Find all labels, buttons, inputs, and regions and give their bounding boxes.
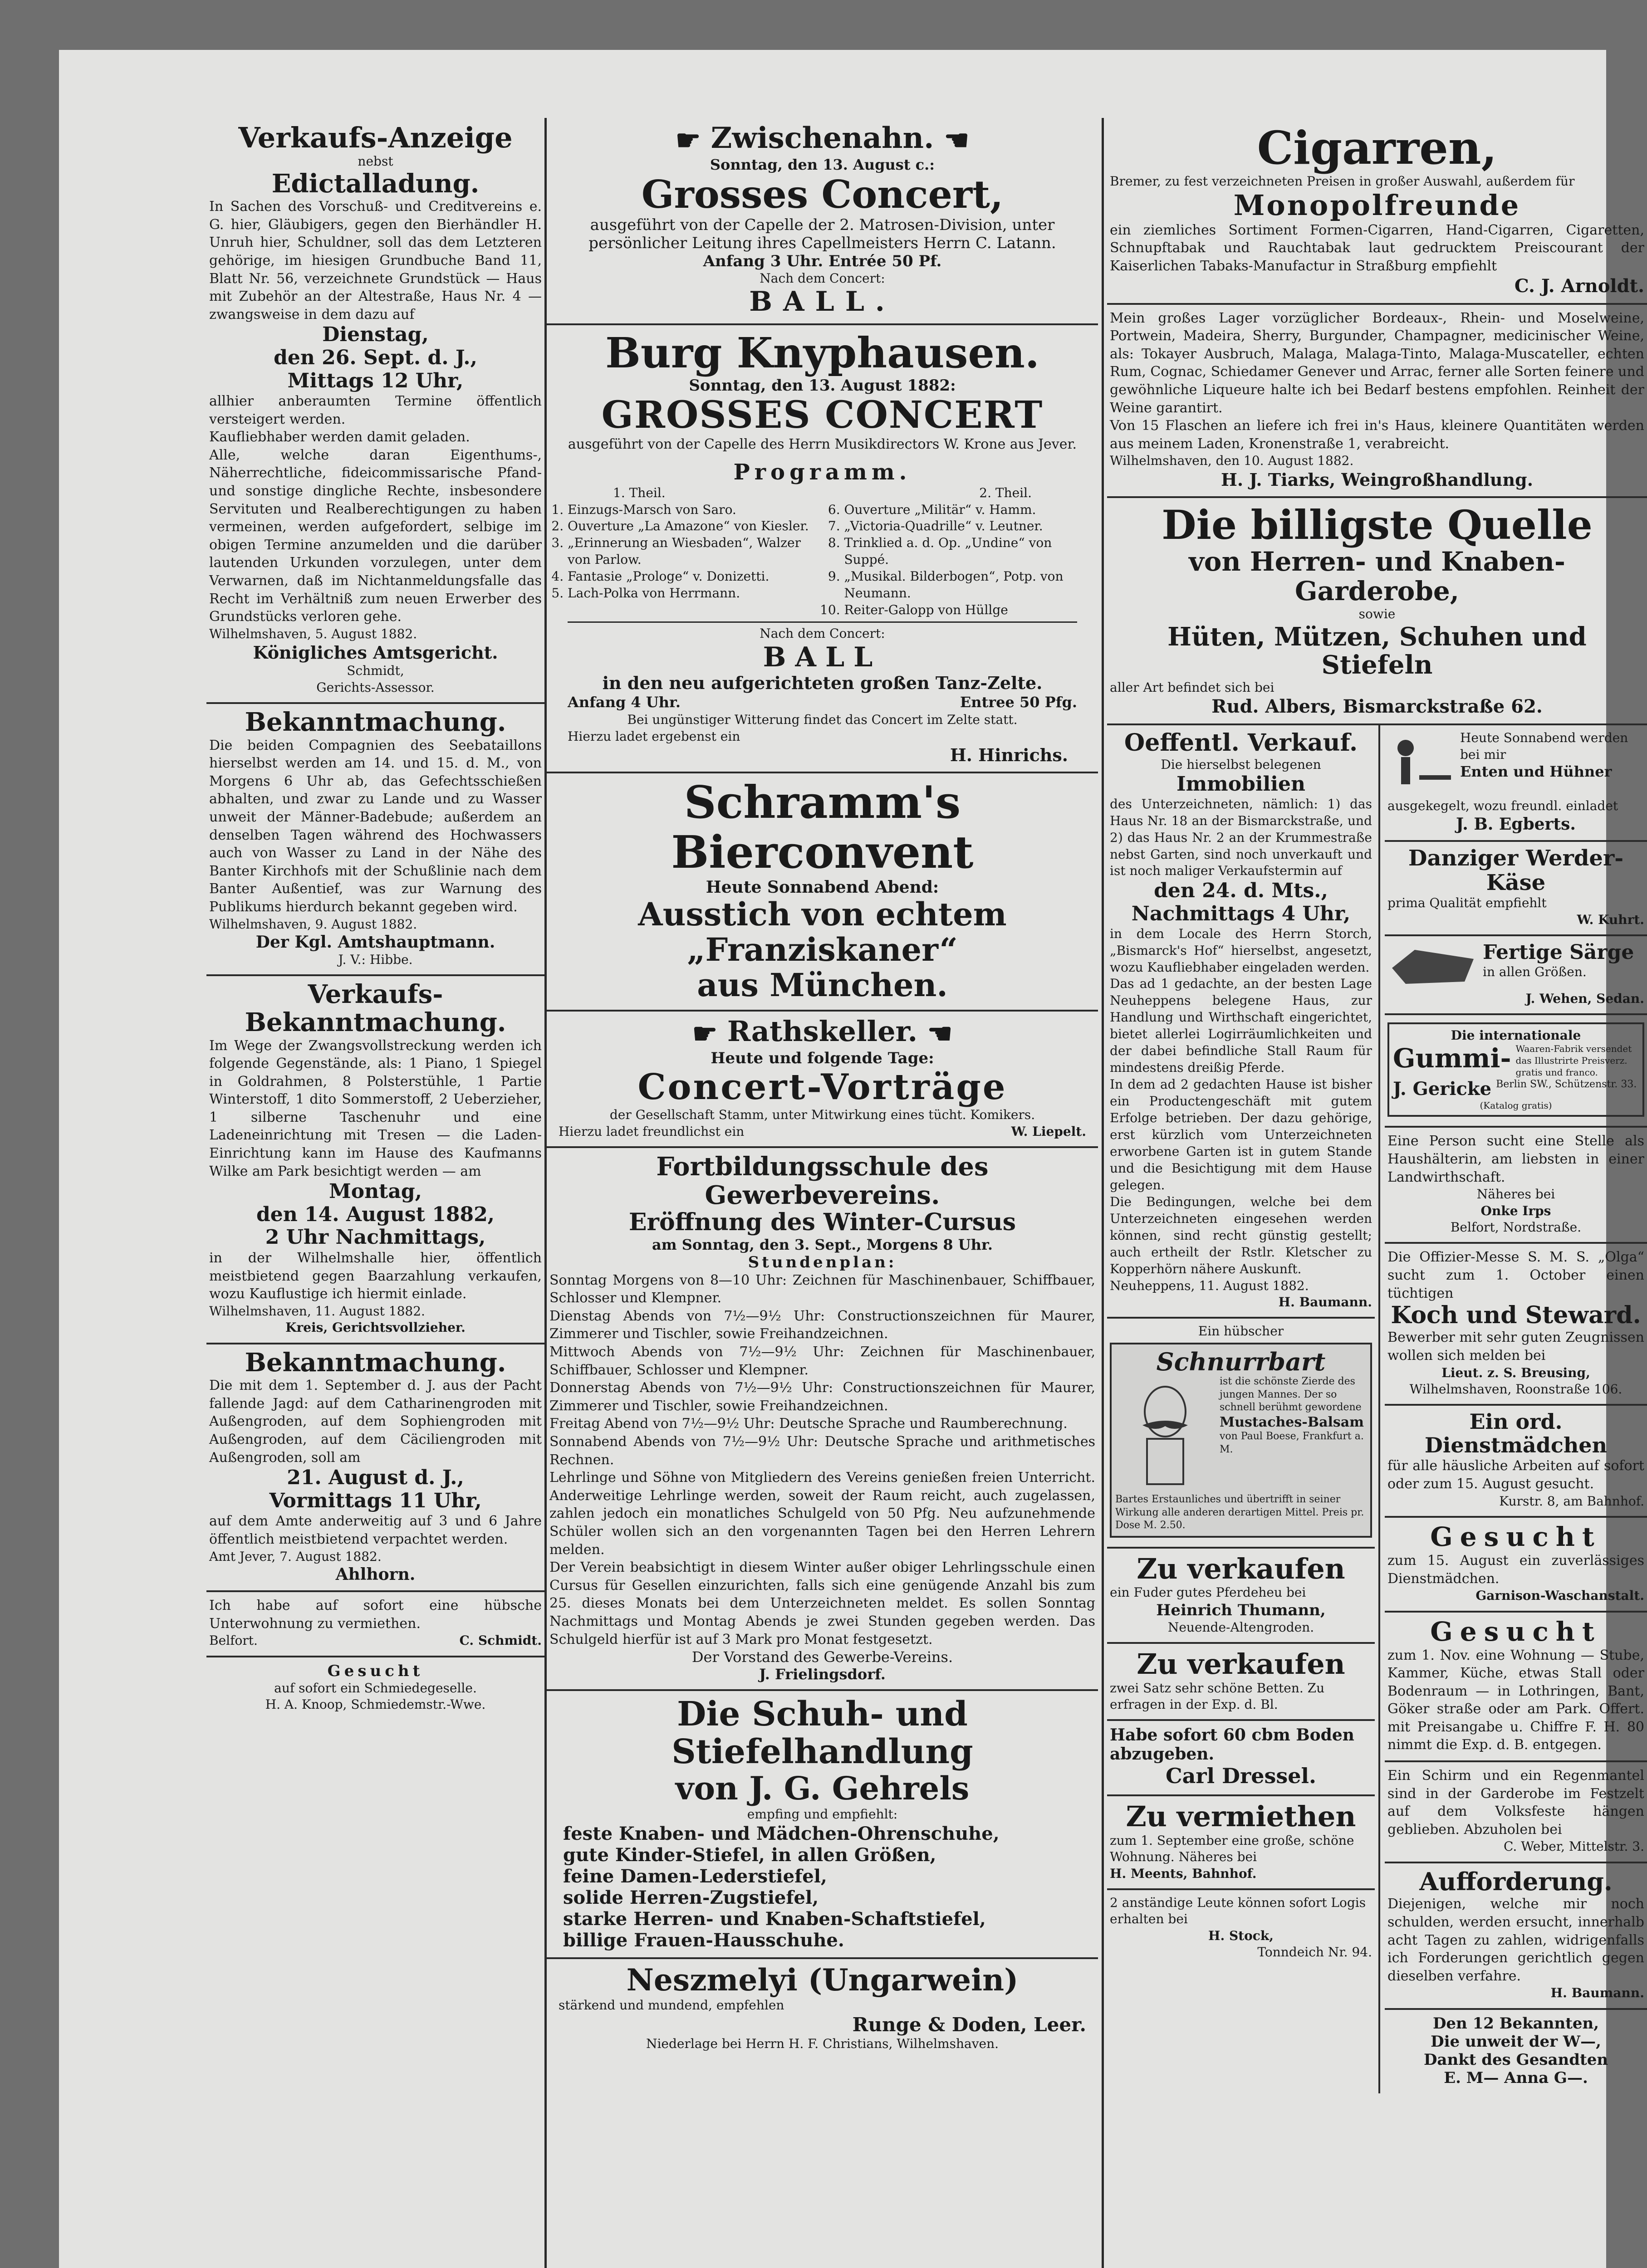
ad-dienstmaedchen xyxy=(1385,1406,1647,1518)
text: ausgeführt von der Capelle der 2. Matrosen-Division, unter persönlicher Leitung ihres Capellmeisters Herrn C. Latann. xyxy=(588,215,1056,252)
text: Die beiden Compagnien des Seebataillons hierselbst werden am 14. und 15. d. M., von Morgens 6 Uhr ab, das Gefechtsschießen abhalten, und zwar zu Lande und zu Wasser unweit der Männer-Badebude; außerdem an denselben Tagen während des Hochwassers auch von Wasser zu Land in der Nähe des Banter Kirchhofs mit der Schußlinie nach dem Banter Außentief, was zur Warnung des Publikums hierdurch bekannt gegeben wird. xyxy=(209,737,542,915)
signature: Gerichts-Assessor. xyxy=(316,679,435,695)
pointing-hand-icon: ☚ xyxy=(927,1017,953,1050)
program-item: 3. „Erinnerung an Wiesbaden“, Walzer von Parlow. xyxy=(568,535,819,568)
pointing-hand-icon: ☛ xyxy=(692,1017,718,1050)
signature: H. Baumann. xyxy=(1550,1985,1644,2001)
text: Hierzu ladet freundlichst ein xyxy=(559,1124,745,1139)
place-date: Neuheppens, 11. August 1882. xyxy=(1110,1278,1309,1293)
text: zum 1. Nov. eine Wohnung — Stube, Kammer, Küche, etwas Stall oder Bodenraum — in Lothringen, Bant, Göker straße oder am Park. Offert. mit Preisangabe u. Chiffre F. H. 80 nimmt die Exp. d. B. entgegen. xyxy=(1387,1647,1644,1753)
heading: Fertige Särge xyxy=(1483,941,1634,964)
text: auf sofort ein Schmiedegeselle. xyxy=(274,1680,477,1696)
product-item: billige Frauen-Hausschuhe. xyxy=(563,1929,844,1951)
ad-schramms-bierconvent xyxy=(547,773,1098,1012)
text: Alle, welche daran Eigenthums-, Näherrechtliche, fideicommissarische Pfand- und sonstige dingliche Rechte, insbesondere Servituten und Realberechtigungen zu haben vermeinen, werden aufgefordert, selbige im obigen Termine anzumelden und die darüber lautenden Urkunden vorzulegen, unter dem Verwarnen, daß im Nichtanmeldungsfalle das Recht im Verhältniß zum neuen Erwerber des Grundstücks verloren gehe. xyxy=(209,447,542,625)
signature: H. A. Knoop, Schmiedemstr.-Wwe. xyxy=(265,1696,486,1712)
heading: Zu verkaufen xyxy=(1137,1552,1345,1586)
program-item: 7. „Victoria-Quadrille“ v. Leutner. xyxy=(844,518,1096,535)
text: E. M— Anna G—. xyxy=(1444,2068,1588,2087)
ad-werder-kaese xyxy=(1385,842,1647,936)
text: Die Bedingungen, welche bei dem Unterzeichneten eingesehen werden können, sind recht günstig gestellt; auch ertheilt der Rstlr. Kletscher zu Kopperhörn nähere Auskunft. xyxy=(1110,1194,1372,1276)
ad-gesucht-dienstmaedchen xyxy=(1385,1518,1647,1613)
text: Waaren-Fabrik versendet das Illustrirte Preisverz. gratis und franco. xyxy=(1515,1043,1632,1078)
signature: H. Meents, Bahnhof. xyxy=(1110,1866,1257,1881)
heading: Stundenplan: xyxy=(748,1253,897,1271)
heading: Bekanntmachung. xyxy=(245,707,506,737)
product-item: gute Kinder-Stiefel, in allen Größen, xyxy=(563,1844,936,1866)
text: ausgekegelt, wozu freundl. einladet xyxy=(1387,798,1618,814)
heading: Schnurrbart xyxy=(1156,1347,1326,1376)
text: in der Wilhelmshalle hier, öffentlich meistbietend gegen Baarzahlung verkaufen, wozu Kauflustige ich hiermit einlade. xyxy=(209,1250,542,1302)
date-line: Vormittags 11 Uhr, xyxy=(269,1489,482,1512)
bowling-illustration-icon xyxy=(1387,730,1456,798)
place: Belfort. xyxy=(209,1633,258,1648)
heading: Neszmelyi (Ungarwein) xyxy=(626,1962,1019,1998)
date-line: den 26. Sept. d. J., xyxy=(274,346,477,369)
ad-oeffentl-verkauf xyxy=(1107,725,1375,1319)
ad-enten-huehner xyxy=(1385,725,1647,841)
text: Niederlage bei Herrn H. F. Christians, Wilhelmshaven. xyxy=(646,2036,999,2051)
signature: Onke Irps xyxy=(1480,1203,1551,1218)
signature: Lieut. z. S. Breusing, xyxy=(1441,1365,1590,1380)
two-column-section xyxy=(1107,725,1647,2093)
text: nebst xyxy=(358,154,393,169)
ad-boden xyxy=(1107,1721,1375,1796)
text: Nach dem Concert: xyxy=(760,626,885,641)
timetable-row: Dienstag Abends von 7½—9½ Uhr: Constructionszeichnen für Maurer, Zimmerer und Tischler, sowie Freihandzeichnen. xyxy=(549,1308,1095,1342)
ad-weine xyxy=(1107,305,1647,498)
heading: Monopolfreunde xyxy=(1233,189,1521,222)
text: von Paul Boese, Frankfurt a. M. xyxy=(1220,1431,1364,1455)
heading: Hüten, Mützen, Schuhen und Stiefeln xyxy=(1167,621,1587,680)
text: stärkend und mundend, empfehlen xyxy=(559,1997,784,2013)
ad-logis xyxy=(1107,1890,1375,1967)
program-item: 8. Trinklied a. d. Op. „Undine“ von Suppé. xyxy=(844,535,1096,568)
text: in dem Locale des Herrn Storch, „Bismarck's Hof“ hierselbst, angesetzt, wozu Kaufliebhaber eingeladen werden. xyxy=(1110,926,1372,975)
text: ein ziemliches Sortiment Formen-Cigarren, Hand-Cigarren, Cigaretten, Schnupftabak und Rauchtabak laut gedrucktem Preiscourant der Kaiserlichen Tabaks-Manufactur in Straßburg empfiehlt xyxy=(1110,222,1644,274)
ad-cigarren xyxy=(1107,118,1647,305)
ad-haushaelterin xyxy=(1385,1128,1647,1244)
text: Im Wege der Zwangsvollstreckung werden ich folgende Gegenstände, als: 1 Piano, 1 Spiegel in Goldrahmen, 8 Polsterstühle, 1 Partie Winterstoff, 1 dito Sommerstoff, 2 Ueberzieher, 1 silberne Taschenuhr und eine Ladeneinrichtung mit Tresen — die Laden-Einrichtung kann im Hause des Kaufmanns Wilke am Park besichtigt werden — am xyxy=(209,1037,542,1179)
column-left xyxy=(206,118,544,2268)
heading: Danziger Werder-Käse xyxy=(1408,845,1624,895)
signature: J. V.: Hibbe. xyxy=(338,952,413,967)
heading: Zu verkaufen xyxy=(1137,1647,1345,1681)
program-item: 4. Fantasie „Prologe“ v. Donizetti. xyxy=(568,568,819,585)
timetable-row: Sonntag Morgens von 8—10 Uhr: Zeichnen für Maschinenbauer, Schiffbauer, Schlosser und Klempner. xyxy=(549,1272,1095,1306)
heading: Gummi- xyxy=(1393,1043,1511,1074)
signature: Carl Dressel. xyxy=(1165,1764,1317,1789)
signature: Runge & Doden, Leer. xyxy=(852,2014,1086,2036)
text: Den 12 Bekannten, xyxy=(1432,2014,1599,2033)
text: Dankt des Gesandten xyxy=(1423,2050,1608,2069)
heading: Oeffentl. Verkauf. xyxy=(1124,729,1358,757)
heading: BALL. xyxy=(749,286,896,318)
ad-zwischenahn xyxy=(547,118,1098,325)
program-item: 1. Einzugs-Marsch von Saro. xyxy=(568,502,819,518)
text: Heute Sonnabend werden bei mir xyxy=(1460,730,1628,762)
text: in den neu aufgerichteten großen Tanz-Zelte. xyxy=(602,672,1043,693)
ad-gesucht-wohnung xyxy=(1385,1613,1647,1763)
heading: Zu vermiethen xyxy=(1126,1800,1356,1833)
heading: Eröffnung des Winter-Cursus xyxy=(628,1208,1016,1237)
heading: Verkaufs- xyxy=(308,979,443,1010)
heading: Zwischenahn. xyxy=(711,121,934,155)
signature: C. Schmidt. xyxy=(459,1633,542,1648)
address: Wilhelmshaven, Roonstraße 106. xyxy=(1409,1382,1622,1397)
text: der Gesellschaft Stamm, unter Mitwirkung eines tücht. Komikers. xyxy=(609,1107,1035,1123)
heading: Die internationale xyxy=(1451,1028,1581,1043)
place-date: Wilhelmshaven, 11. August 1882. xyxy=(209,1303,425,1319)
text: zum 15. August ein zuverlässiges Dienstmädchen. xyxy=(1387,1552,1644,1587)
text: Von 15 Flaschen an liefere ich frei in's Haus, kleinere Quantitäten werden aus meinem Laden, Kronenstraße 1, verabreicht. xyxy=(1110,418,1644,452)
signature: J. Gericke xyxy=(1393,1078,1492,1100)
ad-burg-knyphausen xyxy=(547,325,1098,773)
ad-gummi xyxy=(1385,1015,1647,1128)
address: Berlin SW., Schützenstr. 33. xyxy=(1496,1079,1637,1090)
program-item: 5. Lach-Polka von Herrmann. xyxy=(568,585,819,602)
ad-schuhhandlung xyxy=(547,1691,1098,1959)
text: Ich habe auf sofort eine hübsche Unterwohnung zu vermiethen. xyxy=(209,1597,542,1632)
ad-zu-verkaufen-heu xyxy=(1107,1549,1375,1644)
signature: Rud. Albers, Bismarckstraße 62. xyxy=(1211,696,1543,718)
text: ausgeführt von der Capelle des Herrn Musikdirectors W. Krone aus Jever. xyxy=(568,436,1077,453)
text: In Sachen des Vorschuß- und Creditvereins e. G. hier, Gläubigers, gegen den Bierhändler H. Unruh hier, Schuldner, soll das dem Letzteren gehörige, im hiesigen Grundbuche Band 11, Blatt Nr. 56, verzeichnete Grundstück — Haus mit Zubehör an der Altestraße, Haus Nr. 4 — zwangsweise in dem dazu auf xyxy=(209,199,542,323)
timetable-row: Freitag Abend von 7½—9½ Uhr: Deutsche Sprache und Raumberechnung. xyxy=(549,1416,1068,1432)
heading: Ein ord. Dienstmädchen xyxy=(1424,1409,1608,1457)
ad-fortbildungsschule xyxy=(547,1148,1098,1691)
ad-schirm xyxy=(1385,1762,1647,1863)
date-line: Mittags 12 Uhr, xyxy=(287,369,464,392)
text: aller Art befindet sich bei xyxy=(1110,680,1274,695)
product-name: Mustaches-Balsam xyxy=(1220,1414,1364,1431)
text: Die Offizier-Messe S. M. S. „Olga“ sucht zum 1. October einen tüchtigen xyxy=(1387,1249,1644,1301)
heading: Cigarren, xyxy=(1257,121,1497,175)
text: Ein Schirm und ein Regenmantel sind in der Garderobe im Festzelt auf dem Volksfeste hängen geblieben. Abzuholen bei xyxy=(1387,1768,1644,1838)
timetable-row: Donnerstag Abends von 7½—9½ Uhr: Constructionszeichnen für Maurer, Zimmerer und Tischler, sowie Freihandzeichnen. xyxy=(549,1380,1095,1414)
date-line: Dienstag, xyxy=(322,323,429,347)
timetable-row: Sonnabend Abends von 7½—9½ Uhr: Deutsche Sprache und arithmetisches Rechnen. xyxy=(549,1434,1095,1468)
ad-bekanntmachung-jagd xyxy=(206,1344,544,1592)
address: Neuende-Altengroden. xyxy=(1167,1619,1314,1635)
product-item: solide Herren-Zugstiefel, xyxy=(563,1887,819,1908)
ad-neszmelyi xyxy=(547,1959,1098,2059)
text: in allen Größen. xyxy=(1483,964,1587,980)
text: zum 1. September eine große, schöne Wohnung. Näheres bei xyxy=(1110,1833,1354,1865)
signature: Kreis, Gerichtsvollzieher. xyxy=(285,1320,466,1335)
pointing-hand-icon: ☛ xyxy=(675,123,701,157)
ad-schnurrbart xyxy=(1107,1319,1375,1549)
address: Tonndeich Nr. 94. xyxy=(1257,1945,1372,1960)
ad-gesucht-schmied xyxy=(206,1657,544,1720)
signature: J. Frielingsdorf. xyxy=(759,1666,886,1683)
text: empfing und empfiehlt: xyxy=(747,1807,898,1822)
heading: Immobilien xyxy=(1176,772,1305,796)
date-line: 21. August d. J., xyxy=(287,1466,464,1490)
text: Heute Sonnabend Abend: xyxy=(706,877,939,897)
mustache-man-illustration-icon xyxy=(1115,1375,1215,1493)
heading: BALL xyxy=(763,641,882,673)
date-line: den 14. August 1882, xyxy=(256,1202,495,1226)
place-date: Wilhelmshaven, 5. August 1882. xyxy=(209,626,417,641)
date-line: Sonntag, den 13. August c.: xyxy=(710,156,935,173)
place-date: Amt Jever, 7. August 1882. xyxy=(209,1549,382,1564)
product-list xyxy=(549,1823,1095,1951)
ad-verkaufs-bekanntmachung xyxy=(206,976,544,1344)
signature: Der Vorstand des Gewerbe-Vereins. xyxy=(691,1648,953,1666)
program-item: 2. Ouverture „La Amazone“ von Kiesler. xyxy=(568,518,819,535)
signature: H. Stock, xyxy=(1208,1928,1274,1943)
heading: Rathskeller. xyxy=(727,1014,918,1048)
ad-rathskeller xyxy=(547,1012,1098,1148)
text: Das ad 1 gedachte, an der besten Lage Neuheppens belegene Haus, zur Handlung und Wirthschaft eingerichtet, bietet allerlei Logirräumlichkeiten und der dabei befindliche Stall Raum für mindestens dreißig Pferde. xyxy=(1110,976,1372,1075)
heading: Bekanntmachung. xyxy=(245,1347,506,1378)
text: (Katalog gratis) xyxy=(1480,1100,1552,1111)
text: Anfang 4 Uhr. xyxy=(568,693,681,711)
ad-koch-steward xyxy=(1385,1244,1647,1406)
text: Heute und folgende Tage: xyxy=(711,1049,934,1067)
heading: Verkaufs-Anzeige xyxy=(238,121,513,154)
heading: Die billigste Quelle xyxy=(1162,501,1593,548)
text: Bewerber mit sehr guten Zeugnissen wollen sich melden bei xyxy=(1387,1330,1644,1364)
date-line: 2 Uhr Nachmittags, xyxy=(265,1226,486,1249)
text: prima Qualität empfiehlt xyxy=(1387,895,1547,911)
text: Habe sofort 60 cbm Boden abzugeben. xyxy=(1110,1725,1354,1764)
ad-saerge xyxy=(1385,936,1647,1015)
text: zwei Satz sehr schöne Betten. Zu erfragen in der Exp. d. Bl. xyxy=(1110,1680,1325,1712)
heading: Edictalladung. xyxy=(271,168,480,199)
heading: Gesucht xyxy=(1430,1521,1602,1553)
date-line: den 24. d. Mts., xyxy=(1154,879,1328,903)
signature: Garnison-Waschanstalt. xyxy=(1475,1588,1644,1603)
date-line: Nachmittags 4 Uhr, xyxy=(1131,902,1351,925)
date-line: am Sonntag, den 3. Sept., Morgens 8 Uhr. xyxy=(652,1236,993,1253)
ad-verkaufs-anzeige xyxy=(206,118,544,704)
heading: Programm. xyxy=(733,459,912,485)
text: Bremer, zu fest verzeichneten Preisen in großer Auswahl, außerdem für xyxy=(1110,174,1575,189)
text: Anfang 3 Uhr. Entrée 50 Pf. xyxy=(703,252,942,270)
text: des Unterzeichneten, nämlich: 1) das Haus Nr. 18 an der Bismarckstraße, und 2) das Haus Nr. 2 an der Krummestraße nebst Garten, sind noch unverkauft und ist noch maliger Verkaufstermin auf xyxy=(1110,796,1372,879)
signature: Königliches Amtsgericht. xyxy=(253,642,498,663)
signature: C. Weber, Mittelstr. 3. xyxy=(1504,1839,1644,1854)
ad-unterwohnung xyxy=(206,1592,544,1657)
subcolumn-left xyxy=(1107,725,1380,2093)
text: Hierzu ladet ergebenst ein xyxy=(568,728,740,744)
text: Lehrlinge und Söhne von Mitgliedern des Vereins genießen freien Unterricht. Anderweitige Lehrlinge werden, soweit der Raum reicht, auch zugelassen, zahlen jedoch ein monatliches Schulgeld von 50 Pfg. Neu aufzunehmende Schüler wollen sich an den vorgenannten Tagen bei den Herren Lehrern melden. xyxy=(549,1470,1095,1558)
text: Eine Person sucht eine Stelle als Haushälterin, am liebsten in einer Landwirthschaft. xyxy=(1387,1133,1644,1185)
text: allhier anberaumten Termine öffentlich versteigert werden. xyxy=(209,393,542,427)
signature: W. Kuhrt. xyxy=(1577,912,1644,927)
text: In dem ad 2 gedachten Hause ist bisher ein Productengeschäft mit gutem Erfolge betrieben. Der dazu gehörige, erst kürzlich vom Unterzeichneten erworbene Garten ist in gutem Stande und die Besichtigung mit dem Hause gelegen. xyxy=(1110,1077,1372,1193)
text: 1. Theil. xyxy=(613,485,666,501)
subcolumn-right xyxy=(1385,725,1647,2093)
column-middle xyxy=(547,118,1098,2268)
heading: Concert-Vorträge xyxy=(637,1066,1007,1108)
ad-aufforderung xyxy=(1385,1863,1647,2010)
text: Diejenigen, welche mir noch schulden, werden ersucht, innerhalb acht Tagen zu zahlen, widrigenfalls ich Forderungen gerichtlich gegen dieselben verfahre. xyxy=(1387,1896,1644,1984)
program-list xyxy=(549,502,819,619)
heading: von J. G. Gehrels xyxy=(675,1769,970,1807)
program-list xyxy=(826,502,1096,619)
ad-zu-vermiethen xyxy=(1107,1796,1375,1890)
text: Mein großes Lager vorzüglicher Bordeaux-, Rhein- und Moselweine, Portwein, Madeira, Sherry, Burgunder, Champagner, medicinischer Weine, als: Tokayer Ausbruch, Malaga, Malaga-Tinto, Malaga-Muscateller, echten Rum, Cognac, Schiedamer Genever und Arrac, ferner alle Sorten feinere und gewöhnliche Liqueure halte ich bei Bedarf bestens empfohlen. Reinheit der Weine garantirt. xyxy=(1110,310,1644,416)
signature: J. B. Egberts. xyxy=(1456,814,1576,834)
place-date: Wilhelmshaven, den 10. August 1882. xyxy=(1110,453,1354,469)
product-item: feste Knaben- und Mädchen-Ohrenschuhe, xyxy=(563,1823,1000,1844)
text: Entree 50 Pfg. xyxy=(960,693,1077,711)
heading: von Herren- und Knaben-Garderobe, xyxy=(1189,546,1565,607)
address: Kurstr. 8, am Bahnhof. xyxy=(1499,1493,1644,1509)
program-item: 10. Reiter-Galopp von Hüllge xyxy=(844,602,1096,619)
text: ist die schönste Zierde des jungen Mannes. Der so schnell berühmt gewordene xyxy=(1220,1376,1362,1413)
timetable-row: Mittwoch Abends von 7½—9½ Uhr: Zeichnen für Maschinenbauer, Schiffbauer, Schlosser und Klempner. xyxy=(549,1344,1095,1378)
text: Der Verein beabsichtigt in diesem Winter außer obiger Lehrlingsschule einen Cursus für Gesellen einzurichten, falls sich eine genügende Anzahl bis zum 25. dieses Monats bei dem Unterzeichneten meldet. Es sollen Sonntag Nachmittags und Montag Abends je zwei Stunden gegeben werden. Das Schulgeld hierfür ist auf 3 Mark pro Monat festgesetzt. xyxy=(549,1559,1095,1647)
signature: Ahlhorn. xyxy=(335,1564,416,1584)
ad-zu-verkaufen-betten xyxy=(1107,1644,1375,1721)
heading: Schramm's Bierconvent xyxy=(671,777,974,879)
heading: Koch und Steward. xyxy=(1391,1301,1641,1330)
text: ein Fuder gutes Pferdeheu bei xyxy=(1110,1585,1306,1600)
ad-bekanntmachung-seebataillon xyxy=(206,704,544,976)
signature: H. Baumann. xyxy=(1278,1295,1372,1310)
text: Die unweit der W—, xyxy=(1431,2032,1601,2051)
text: Bei ungünstiger Witterung findet das Concert im Zelte statt. xyxy=(627,712,1018,728)
text: auf dem Amte anderweitig auf 3 und 6 Jahre öffentlich meistbietend verpachtet werden. xyxy=(209,1513,542,1547)
heading: Gesucht xyxy=(1430,1616,1602,1647)
newspaper-page xyxy=(59,50,1644,2268)
timetable xyxy=(549,1271,1095,1469)
text: Die mit dem 1. September d. J. aus der Pacht fallende Jagd: auf dem Catharinengroden mit Außengroden, auf dem Sophiengroden mit Außengroden, auf dem Cäciliengroden mit Außengroden, soll am xyxy=(209,1378,542,1466)
text: 2. Theil. xyxy=(979,485,1032,501)
heading: Burg Knyphausen. xyxy=(605,328,1039,378)
signature: W. Liepelt. xyxy=(1011,1124,1086,1139)
ad-billigste-quelle xyxy=(1107,498,1647,726)
pointing-hand-icon: ☚ xyxy=(944,123,970,157)
date-line: Montag, xyxy=(329,1180,422,1203)
heading: Aufforderung. xyxy=(1419,1867,1613,1896)
product-item: starke Herren- und Knaben-Schaftstiefel, xyxy=(563,1908,986,1930)
coffin-icon xyxy=(1387,941,1478,991)
program-item: 6. Ouverture „Militär“ v. Hamm. xyxy=(844,502,1096,518)
heading: Enten und Hühner xyxy=(1460,763,1612,781)
text: Bartes Erstaunliches und übertrifft in seiner Wirkung alle anderen derartigen Mittel. Preis pr. Dose M. 2.50. xyxy=(1115,1494,1364,1531)
signature: Schmidt, xyxy=(347,663,404,679)
text: Ein hübscher xyxy=(1198,1324,1284,1339)
signature: H. Hinrichs. xyxy=(950,745,1068,766)
text: 2 anständige Leute können sofort Logis erhalten bei xyxy=(1110,1895,1366,1927)
signature: H. J. Tiarks, Weingroßhandlung. xyxy=(1221,469,1533,490)
heading: Die Schuh- und Stiefelhandlung xyxy=(672,1695,973,1772)
text: Die hierselbst belegenen xyxy=(1161,757,1321,772)
signature: J. Wehen, Sedan. xyxy=(1525,991,1644,1007)
address: Belfort, Nordstraße. xyxy=(1450,1220,1582,1235)
product-item: feine Damen-Lederstiefel, xyxy=(563,1865,827,1887)
column-right xyxy=(1107,118,1647,2268)
heading: aus München. xyxy=(697,966,948,1004)
signature: C. J. Arnoldt. xyxy=(1514,275,1644,297)
heading: Grosses Concert, xyxy=(641,171,1004,217)
signature: Der Kgl. Amtshauptmann. xyxy=(255,932,495,952)
date-line: Sonntag, den 13. August 1882: xyxy=(689,376,956,395)
heading: Gesucht xyxy=(327,1662,424,1680)
text: Kaufliebhaber werden damit geladen. xyxy=(209,429,470,445)
ad-dank xyxy=(1385,2010,1647,2093)
text: sowie xyxy=(1358,606,1396,622)
text: Näheres bei xyxy=(1476,1187,1555,1202)
text: Nach dem Concert: xyxy=(760,270,885,286)
heading: Fortbildungsschule des Gewerbevereins. xyxy=(656,1152,989,1210)
text: für alle häusliche Arbeiten auf sofort oder zum 15. August gesucht. xyxy=(1387,1458,1644,1492)
program-item: 9. „Musikal. Bilderbogen“, Potp. von Neumann. xyxy=(844,568,1096,602)
place-date: Wilhelmshaven, 9. August 1882. xyxy=(209,916,417,932)
heading: Bekanntmachung. xyxy=(245,1007,506,1037)
signature: Heinrich Thumann, xyxy=(1156,1601,1326,1619)
column-rule xyxy=(1102,118,1104,2268)
heading: GROSSES CONCERT xyxy=(601,393,1044,437)
heading: Ausstich von echtem „Franziskaner“ xyxy=(638,895,1007,969)
